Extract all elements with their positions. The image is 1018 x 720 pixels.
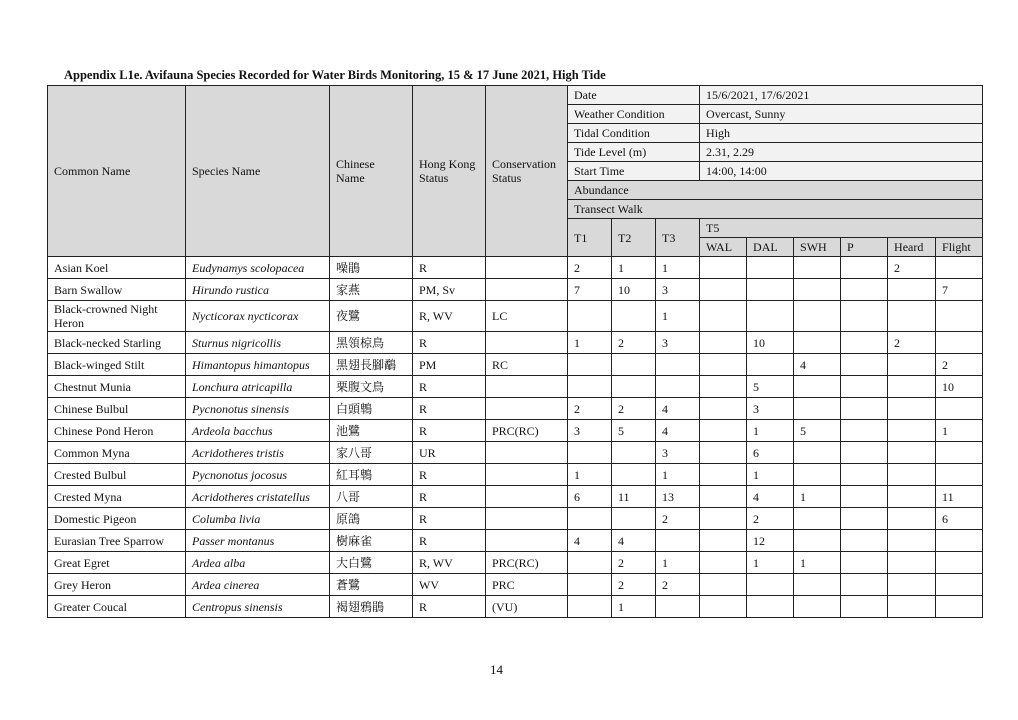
cell-count-t1: 7 [568, 279, 612, 301]
cell-count-t2: 4 [612, 530, 656, 552]
header-dal: DAL [747, 238, 794, 257]
meta-value: 2.31, 2.29 [700, 143, 983, 162]
cell-count-p [841, 530, 888, 552]
header-heard: Heard [888, 238, 936, 257]
cell-hk-status: R [413, 332, 486, 354]
cell-count-t3: 3 [656, 279, 700, 301]
cell-count-swh [794, 464, 841, 486]
cell-count-wal [700, 596, 747, 618]
cell-hk-status: PM [413, 354, 486, 376]
cell-hk-status: UR [413, 442, 486, 464]
cell-count-t3: 4 [656, 420, 700, 442]
cell-count-flight: 10 [936, 376, 983, 398]
cell-conservation-status [486, 442, 568, 464]
table-row [48, 508, 983, 530]
cell-count-dal [747, 596, 794, 618]
cell-count-wal [700, 398, 747, 420]
cell-count-p [841, 596, 888, 618]
header-flight: Flight [936, 238, 983, 257]
cell-count-wal [700, 354, 747, 376]
cell-count-dal: 1 [747, 552, 794, 574]
cell-chinese-name: 黑領椋鳥 [330, 332, 413, 354]
cell-hk-status: R, WV [413, 552, 486, 574]
table-row [48, 301, 983, 332]
cell-common-name: Crested Bulbul [48, 464, 186, 486]
cell-count-heard [888, 486, 936, 508]
cell-count-swh [794, 530, 841, 552]
cell-count-flight: 11 [936, 486, 983, 508]
cell-chinese-name: 紅耳鵯 [330, 464, 413, 486]
cell-count-p [841, 301, 888, 332]
cell-count-dal: 12 [747, 530, 794, 552]
cell-count-t1: 1 [568, 332, 612, 354]
cell-count-p [841, 486, 888, 508]
table-row [48, 530, 983, 552]
cell-count-p [841, 376, 888, 398]
cell-count-flight [936, 574, 983, 596]
cell-count-t1: 2 [568, 398, 612, 420]
cell-hk-status: WV [413, 574, 486, 596]
cell-count-flight [936, 596, 983, 618]
cell-common-name: Chestnut Munia [48, 376, 186, 398]
cell-count-dal: 2 [747, 508, 794, 530]
cell-count-heard [888, 508, 936, 530]
meta-label: Start Time [568, 162, 700, 181]
cell-hk-status: R [413, 530, 486, 552]
table-row [48, 486, 983, 508]
cell-count-t3: 2 [656, 574, 700, 596]
table-row [48, 279, 983, 301]
table-row [48, 596, 983, 618]
cell-hk-status: PM, Sv [413, 279, 486, 301]
cell-conservation-status [486, 486, 568, 508]
cell-common-name: Barn Swallow [48, 279, 186, 301]
table-row [48, 332, 983, 354]
header-abundance: Abundance [568, 181, 983, 200]
cell-count-swh [794, 332, 841, 354]
cell-hk-status: R [413, 596, 486, 618]
cell-count-dal: 10 [747, 332, 794, 354]
meta-label: Weather Condition [568, 105, 700, 124]
cell-count-wal [700, 486, 747, 508]
cell-count-t1: 6 [568, 486, 612, 508]
cell-count-dal [747, 354, 794, 376]
cell-count-p [841, 442, 888, 464]
cell-count-p [841, 420, 888, 442]
header-wal: WAL [700, 238, 747, 257]
cell-species-name: Acridotheres tristis [186, 442, 330, 464]
header-conservation-status: Conservation Status [486, 86, 568, 257]
cell-count-t1 [568, 574, 612, 596]
cell-count-swh: 1 [794, 486, 841, 508]
header-t3: T3 [656, 219, 700, 257]
cell-count-wal [700, 332, 747, 354]
cell-common-name: Black-crowned Night Heron [48, 301, 186, 332]
cell-count-t3: 3 [656, 442, 700, 464]
cell-conservation-status [486, 376, 568, 398]
cell-count-p [841, 332, 888, 354]
cell-count-flight [936, 442, 983, 464]
cell-count-p [841, 464, 888, 486]
cell-chinese-name: 家八哥 [330, 442, 413, 464]
cell-count-wal [700, 301, 747, 332]
cell-count-t1 [568, 301, 612, 332]
cell-chinese-name: 白頭鵯 [330, 398, 413, 420]
cell-count-heard [888, 574, 936, 596]
cell-count-wal [700, 442, 747, 464]
cell-hk-status: R [413, 376, 486, 398]
cell-count-dal: 6 [747, 442, 794, 464]
cell-count-t3: 1 [656, 257, 700, 279]
table-row [48, 376, 983, 398]
cell-common-name: Chinese Pond Heron [48, 420, 186, 442]
cell-count-dal: 5 [747, 376, 794, 398]
cell-species-name: Eudynamys scolopacea [186, 257, 330, 279]
meta-label: Tidal Condition [568, 124, 700, 143]
cell-count-t3 [656, 376, 700, 398]
table-row [48, 420, 983, 442]
cell-count-t1: 3 [568, 420, 612, 442]
cell-count-flight [936, 398, 983, 420]
cell-count-heard [888, 552, 936, 574]
table-row [48, 464, 983, 486]
cell-species-name: Lonchura atricapilla [186, 376, 330, 398]
cell-count-dal: 1 [747, 420, 794, 442]
cell-count-flight [936, 332, 983, 354]
cell-count-flight [936, 552, 983, 574]
cell-conservation-status [486, 530, 568, 552]
cell-species-name: Acridotheres cristatellus [186, 486, 330, 508]
cell-count-heard [888, 301, 936, 332]
cell-count-flight: 2 [936, 354, 983, 376]
cell-count-t3: 4 [656, 398, 700, 420]
cell-common-name: Asian Koel [48, 257, 186, 279]
cell-count-t3 [656, 596, 700, 618]
cell-count-p [841, 279, 888, 301]
header-species-name: Species Name [186, 86, 330, 257]
cell-count-t3: 1 [656, 552, 700, 574]
cell-species-name: Columba livia [186, 508, 330, 530]
cell-conservation-status [486, 508, 568, 530]
cell-count-p [841, 398, 888, 420]
cell-species-name: Ardea alba [186, 552, 330, 574]
cell-count-heard [888, 442, 936, 464]
cell-chinese-name: 原鴿 [330, 508, 413, 530]
cell-count-t2: 2 [612, 398, 656, 420]
cell-count-heard [888, 464, 936, 486]
cell-count-swh [794, 257, 841, 279]
header-t1: T1 [568, 219, 612, 257]
cell-count-wal [700, 530, 747, 552]
cell-species-name: Pycnonotus sinensis [186, 398, 330, 420]
cell-count-wal [700, 574, 747, 596]
cell-conservation-status: (VU) [486, 596, 568, 618]
header-chinese-name: Chinese Name [330, 86, 413, 257]
cell-chinese-name: 黑翅長腳鷸 [330, 354, 413, 376]
cell-common-name: Chinese Bulbul [48, 398, 186, 420]
cell-count-t2: 5 [612, 420, 656, 442]
cell-count-p [841, 574, 888, 596]
cell-count-t2: 2 [612, 552, 656, 574]
cell-count-t2 [612, 376, 656, 398]
cell-conservation-status [486, 464, 568, 486]
cell-count-t2: 10 [612, 279, 656, 301]
cell-count-flight: 6 [936, 508, 983, 530]
cell-count-flight [936, 257, 983, 279]
cell-count-swh [794, 301, 841, 332]
cell-count-swh [794, 508, 841, 530]
cell-species-name: Sturnus nigricollis [186, 332, 330, 354]
header-transect-walk: Transect Walk [568, 200, 983, 219]
cell-count-t3: 1 [656, 301, 700, 332]
cell-count-p [841, 552, 888, 574]
header-t2: T2 [612, 219, 656, 257]
cell-count-wal [700, 420, 747, 442]
cell-common-name: Black-winged Stilt [48, 354, 186, 376]
cell-count-t1 [568, 442, 612, 464]
cell-count-swh [794, 376, 841, 398]
meta-value: High [700, 124, 983, 143]
header-t5: T5 [700, 219, 983, 238]
cell-count-t2: 11 [612, 486, 656, 508]
cell-common-name: Domestic Pigeon [48, 508, 186, 530]
cell-count-t3: 3 [656, 332, 700, 354]
cell-count-t3: 13 [656, 486, 700, 508]
cell-count-t3 [656, 530, 700, 552]
cell-count-t2 [612, 464, 656, 486]
cell-count-heard [888, 354, 936, 376]
cell-count-dal [747, 257, 794, 279]
cell-count-flight [936, 464, 983, 486]
page-number: 14 [490, 662, 503, 677]
cell-count-heard [888, 530, 936, 552]
table-row [48, 398, 983, 420]
cell-common-name: Eurasian Tree Sparrow [48, 530, 186, 552]
table-row [48, 442, 983, 464]
meta-label: Tide Level (m) [568, 143, 700, 162]
cell-species-name: Himantopus himantopus [186, 354, 330, 376]
cell-count-swh: 5 [794, 420, 841, 442]
cell-conservation-status: RC [486, 354, 568, 376]
cell-count-flight: 7 [936, 279, 983, 301]
cell-count-swh [794, 442, 841, 464]
header-swh: SWH [794, 238, 841, 257]
table-row [48, 552, 983, 574]
cell-hk-status: R [413, 464, 486, 486]
cell-count-dal: 1 [747, 464, 794, 486]
cell-count-dal [747, 574, 794, 596]
cell-count-dal [747, 279, 794, 301]
cell-hk-status: R [413, 486, 486, 508]
cell-chinese-name: 蒼鷺 [330, 574, 413, 596]
cell-count-heard: 2 [888, 257, 936, 279]
cell-count-t1 [568, 354, 612, 376]
cell-species-name: Nycticorax nycticorax [186, 301, 330, 332]
cell-hk-status: R [413, 508, 486, 530]
header-hk-status: Hong Kong Status [413, 86, 486, 257]
cell-count-t2 [612, 442, 656, 464]
cell-count-t2 [612, 508, 656, 530]
cell-count-t1: 2 [568, 257, 612, 279]
cell-count-heard [888, 596, 936, 618]
cell-count-swh [794, 398, 841, 420]
cell-count-t3: 2 [656, 508, 700, 530]
cell-common-name: Crested Myna [48, 486, 186, 508]
cell-count-t1 [568, 552, 612, 574]
cell-conservation-status: LC [486, 301, 568, 332]
cell-count-p [841, 508, 888, 530]
cell-conservation-status [486, 257, 568, 279]
cell-count-t2 [612, 354, 656, 376]
cell-count-heard [888, 376, 936, 398]
cell-species-name: Ardeola bacchus [186, 420, 330, 442]
cell-chinese-name: 噪鵑 [330, 257, 413, 279]
cell-chinese-name: 樹麻雀 [330, 530, 413, 552]
cell-count-flight [936, 530, 983, 552]
cell-chinese-name: 八哥 [330, 486, 413, 508]
cell-conservation-status: PRC(RC) [486, 552, 568, 574]
cell-chinese-name: 家燕 [330, 279, 413, 301]
table-row [48, 354, 983, 376]
cell-common-name: Grey Heron [48, 574, 186, 596]
avifauna-table [47, 85, 983, 618]
cell-count-dal [747, 301, 794, 332]
table-row [48, 257, 983, 279]
meta-value: Overcast, Sunny [700, 105, 983, 124]
cell-hk-status: R [413, 257, 486, 279]
cell-species-name: Hirundo rustica [186, 279, 330, 301]
cell-count-t1 [568, 376, 612, 398]
cell-count-wal [700, 464, 747, 486]
cell-common-name: Great Egret [48, 552, 186, 574]
cell-chinese-name: 大白鷺 [330, 552, 413, 574]
cell-species-name: Centropus sinensis [186, 596, 330, 618]
cell-count-dal: 3 [747, 398, 794, 420]
cell-conservation-status: PRC [486, 574, 568, 596]
meta-value: 15/6/2021, 17/6/2021 [700, 86, 983, 105]
cell-species-name: Passer montanus [186, 530, 330, 552]
cell-count-wal [700, 552, 747, 574]
cell-common-name: Greater Coucal [48, 596, 186, 618]
cell-species-name: Pycnonotus jocosus [186, 464, 330, 486]
cell-count-swh [794, 279, 841, 301]
cell-count-t1: 1 [568, 464, 612, 486]
header-common-name: Common Name [48, 86, 186, 257]
appendix-title: Appendix L1e. Avifauna Species Recorded for Water Birds Monitoring, 15 & 17 June 2021, High Tide [64, 68, 606, 82]
cell-count-t3 [656, 354, 700, 376]
cell-count-p [841, 257, 888, 279]
cell-count-swh: 1 [794, 552, 841, 574]
cell-count-t2: 2 [612, 332, 656, 354]
cell-count-dal: 4 [747, 486, 794, 508]
cell-conservation-status [486, 279, 568, 301]
cell-species-name: Ardea cinerea [186, 574, 330, 596]
cell-count-heard [888, 398, 936, 420]
cell-count-heard [888, 420, 936, 442]
cell-hk-status: R [413, 420, 486, 442]
cell-chinese-name: 褐翅鴉鵑 [330, 596, 413, 618]
cell-count-flight: 1 [936, 420, 983, 442]
cell-count-swh: 4 [794, 354, 841, 376]
cell-count-wal [700, 279, 747, 301]
cell-count-t1 [568, 508, 612, 530]
cell-count-wal [700, 508, 747, 530]
cell-count-t2: 2 [612, 574, 656, 596]
cell-count-flight [936, 301, 983, 332]
cell-count-t2: 1 [612, 596, 656, 618]
species-rows [48, 257, 983, 618]
cell-count-wal [700, 376, 747, 398]
cell-count-wal [700, 257, 747, 279]
header-p: P [841, 238, 888, 257]
cell-count-p [841, 354, 888, 376]
cell-count-swh [794, 574, 841, 596]
cell-count-heard: 2 [888, 332, 936, 354]
cell-count-t2: 1 [612, 257, 656, 279]
cell-hk-status: R [413, 398, 486, 420]
meta-label: Date [568, 86, 700, 105]
cell-conservation-status: PRC(RC) [486, 420, 568, 442]
cell-count-t2 [612, 301, 656, 332]
cell-hk-status: R, WV [413, 301, 486, 332]
cell-count-t3: 1 [656, 464, 700, 486]
cell-common-name: Common Myna [48, 442, 186, 464]
cell-count-heard [888, 279, 936, 301]
cell-chinese-name: 池鷺 [330, 420, 413, 442]
cell-count-t1 [568, 596, 612, 618]
cell-chinese-name: 栗腹文鳥 [330, 376, 413, 398]
cell-conservation-status [486, 332, 568, 354]
meta-value: 14:00, 14:00 [700, 162, 983, 181]
cell-common-name: Black-necked Starling [48, 332, 186, 354]
cell-conservation-status [486, 398, 568, 420]
cell-count-swh [794, 596, 841, 618]
cell-chinese-name: 夜鷺 [330, 301, 413, 332]
cell-count-t1: 4 [568, 530, 612, 552]
table-row [48, 574, 983, 596]
